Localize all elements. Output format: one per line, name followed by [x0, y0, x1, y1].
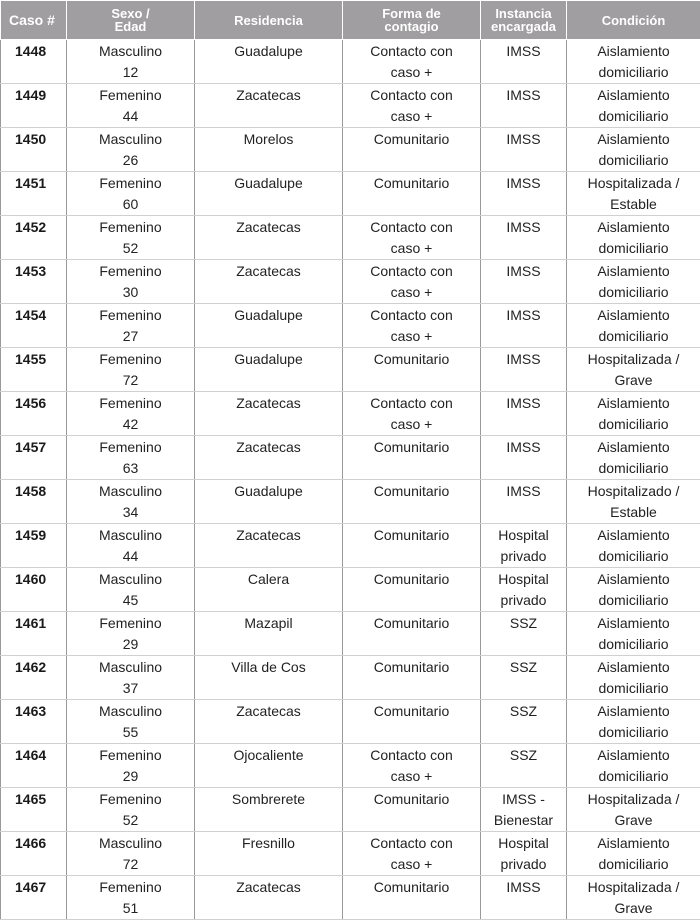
cell-institution: IMSS [481, 84, 567, 128]
cell-case-number: 1467 [1, 876, 67, 920]
cell-condition: Aislamiento domiciliario [567, 260, 700, 304]
cell-residence: Zacatecas [195, 216, 343, 260]
cell-contagion-form: Contacto con caso + [343, 40, 481, 84]
table-row [1, 524, 700, 568]
cell-sex-age: Femenino 29 [67, 612, 195, 656]
cell-condition: Aislamiento domiciliario [567, 524, 700, 568]
cell-case-number: 1450 [1, 128, 67, 172]
cell-condition: Aislamiento domiciliario [567, 40, 700, 84]
cell-contagion-form: Contacto con caso + [343, 216, 481, 260]
cell-residence: Zacatecas [195, 436, 343, 480]
cell-residence: Mazapil [195, 612, 343, 656]
header-residence: Residencia [195, 1, 343, 40]
cell-condition: Hospitalizada / Estable [567, 172, 700, 216]
cell-institution: IMSS [481, 172, 567, 216]
table-row [1, 40, 700, 84]
cell-sex-age: Femenino 72 [67, 348, 195, 392]
cell-sex-age: Femenino 52 [67, 788, 195, 832]
table-header [1, 1, 700, 40]
table-row [1, 172, 700, 216]
cell-institution: Hospital privado [481, 568, 567, 612]
cell-residence: Zacatecas [195, 700, 343, 744]
cell-case-number: 1452 [1, 216, 67, 260]
header-institution: Instancia encargada [481, 1, 567, 40]
cell-institution: IMSS [481, 40, 567, 84]
cell-contagion-form: Comunitario [343, 788, 481, 832]
cell-residence: Zacatecas [195, 876, 343, 920]
cell-sex-age: Femenino 44 [67, 84, 195, 128]
cell-condition: Hospitalizada / Grave [567, 348, 700, 392]
cell-residence: Villa de Cos [195, 656, 343, 700]
cell-sex-age: Femenino 29 [67, 744, 195, 788]
cell-institution: Hospital privado [481, 524, 567, 568]
cell-residence: Calera [195, 568, 343, 612]
cell-sex-age: Masculino 26 [67, 128, 195, 172]
cell-case-number: 1456 [1, 392, 67, 436]
cell-residence: Morelos [195, 128, 343, 172]
table-body [1, 40, 700, 920]
cell-case-number: 1448 [1, 40, 67, 84]
cell-contagion-form: Contacto con caso + [343, 744, 481, 788]
cell-condition: Aislamiento domiciliario [567, 832, 700, 876]
cell-condition: Aislamiento domiciliario [567, 128, 700, 172]
table-row [1, 392, 700, 436]
cell-case-number: 1466 [1, 832, 67, 876]
cell-condition: Aislamiento domiciliario [567, 612, 700, 656]
cell-institution: IMSS [481, 128, 567, 172]
cell-residence: Guadalupe [195, 40, 343, 84]
cell-residence: Guadalupe [195, 348, 343, 392]
cell-case-number: 1462 [1, 656, 67, 700]
cell-residence: Zacatecas [195, 84, 343, 128]
header-contagion-form: Forma de contagio [343, 1, 481, 40]
cell-condition: Aislamiento domiciliario [567, 304, 700, 348]
cell-sex-age: Masculino 45 [67, 568, 195, 612]
table-row [1, 216, 700, 260]
header-case-number: Caso # [1, 1, 67, 40]
table-row [1, 876, 700, 920]
cell-institution: Hospital privado [481, 832, 567, 876]
cell-sex-age: Masculino 72 [67, 832, 195, 876]
cell-sex-age: Masculino 34 [67, 480, 195, 524]
cell-sex-age: Femenino 27 [67, 304, 195, 348]
cell-contagion-form: Comunitario [343, 612, 481, 656]
cell-condition: Aislamiento domiciliario [567, 568, 700, 612]
cell-institution: SSZ [481, 700, 567, 744]
cell-contagion-form: Contacto con caso + [343, 304, 481, 348]
cell-contagion-form: Comunitario [343, 348, 481, 392]
table-row [1, 84, 700, 128]
cell-case-number: 1463 [1, 700, 67, 744]
cell-condition: Aislamiento domiciliario [567, 392, 700, 436]
cell-contagion-form: Comunitario [343, 524, 481, 568]
cell-case-number: 1458 [1, 480, 67, 524]
cell-contagion-form: Contacto con caso + [343, 260, 481, 304]
cell-institution: SSZ [481, 612, 567, 656]
cell-contagion-form: Contacto con caso + [343, 392, 481, 436]
cell-institution: SSZ [481, 744, 567, 788]
cell-sex-age: Masculino 44 [67, 524, 195, 568]
cell-case-number: 1464 [1, 744, 67, 788]
cell-contagion-form: Contacto con caso + [343, 84, 481, 128]
cell-sex-age: Masculino 12 [67, 40, 195, 84]
cell-residence: Zacatecas [195, 392, 343, 436]
cell-condition: Aislamiento domiciliario [567, 656, 700, 700]
cell-condition: Aislamiento domiciliario [567, 216, 700, 260]
cell-contagion-form: Contacto con caso + [343, 832, 481, 876]
cell-case-number: 1451 [1, 172, 67, 216]
cell-sex-age: Masculino 37 [67, 656, 195, 700]
table-row [1, 744, 700, 788]
cell-institution: IMSS [481, 876, 567, 920]
cell-contagion-form: Comunitario [343, 656, 481, 700]
table-row [1, 260, 700, 304]
cell-sex-age: Femenino 42 [67, 392, 195, 436]
cell-institution: IMSS [481, 436, 567, 480]
cell-residence: Guadalupe [195, 172, 343, 216]
cell-institution: IMSS [481, 216, 567, 260]
header-sex-age: Sexo / Edad [67, 1, 195, 40]
cell-condition: Hospitalizado / Estable [567, 480, 700, 524]
cell-sex-age: Femenino 63 [67, 436, 195, 480]
table-row [1, 612, 700, 656]
table-row [1, 788, 700, 832]
cell-residence: Guadalupe [195, 480, 343, 524]
table-row [1, 656, 700, 700]
cell-case-number: 1459 [1, 524, 67, 568]
cell-case-number: 1453 [1, 260, 67, 304]
cell-sex-age: Femenino 52 [67, 216, 195, 260]
cell-contagion-form: Comunitario [343, 436, 481, 480]
cell-case-number: 1449 [1, 84, 67, 128]
cell-institution: IMSS [481, 392, 567, 436]
cell-residence: Fresnillo [195, 832, 343, 876]
cell-condition: Hospitalizada / Grave [567, 876, 700, 920]
cell-sex-age: Masculino 55 [67, 700, 195, 744]
cell-contagion-form: Comunitario [343, 876, 481, 920]
cell-residence: Sombrerete [195, 788, 343, 832]
cell-sex-age: Femenino 60 [67, 172, 195, 216]
cell-sex-age: Femenino 51 [67, 876, 195, 920]
cell-case-number: 1461 [1, 612, 67, 656]
cell-institution: IMSS [481, 480, 567, 524]
cell-institution: IMSS - Bienestar [481, 788, 567, 832]
cell-residence: Guadalupe [195, 304, 343, 348]
table-row [1, 128, 700, 172]
table-row [1, 480, 700, 524]
table-row [1, 436, 700, 480]
cell-contagion-form: Comunitario [343, 700, 481, 744]
table-row [1, 568, 700, 612]
cell-condition: Hospitalizada / Grave [567, 788, 700, 832]
cell-institution: IMSS [481, 260, 567, 304]
cell-contagion-form: Comunitario [343, 128, 481, 172]
cell-contagion-form: Comunitario [343, 568, 481, 612]
cell-case-number: 1460 [1, 568, 67, 612]
table-row [1, 348, 700, 392]
cell-condition: Aislamiento domiciliario [567, 744, 700, 788]
cell-condition: Aislamiento domiciliario [567, 84, 700, 128]
cell-condition: Aislamiento domiciliario [567, 436, 700, 480]
cell-sex-age: Femenino 30 [67, 260, 195, 304]
cell-contagion-form: Comunitario [343, 172, 481, 216]
header-row [1, 1, 700, 40]
cell-contagion-form: Comunitario [343, 480, 481, 524]
cell-case-number: 1465 [1, 788, 67, 832]
table-row [1, 304, 700, 348]
cell-institution: SSZ [481, 656, 567, 700]
cell-residence: Zacatecas [195, 260, 343, 304]
cell-institution: IMSS [481, 304, 567, 348]
table-row [1, 700, 700, 744]
table-row [1, 832, 700, 876]
cell-condition: Aislamiento domiciliario [567, 700, 700, 744]
cell-case-number: 1454 [1, 304, 67, 348]
cell-case-number: 1457 [1, 436, 67, 480]
header-condition: Condición [567, 1, 700, 40]
cell-residence: Ojocaliente [195, 744, 343, 788]
cell-case-number: 1455 [1, 348, 67, 392]
cell-institution: IMSS [481, 348, 567, 392]
cell-residence: Zacatecas [195, 524, 343, 568]
